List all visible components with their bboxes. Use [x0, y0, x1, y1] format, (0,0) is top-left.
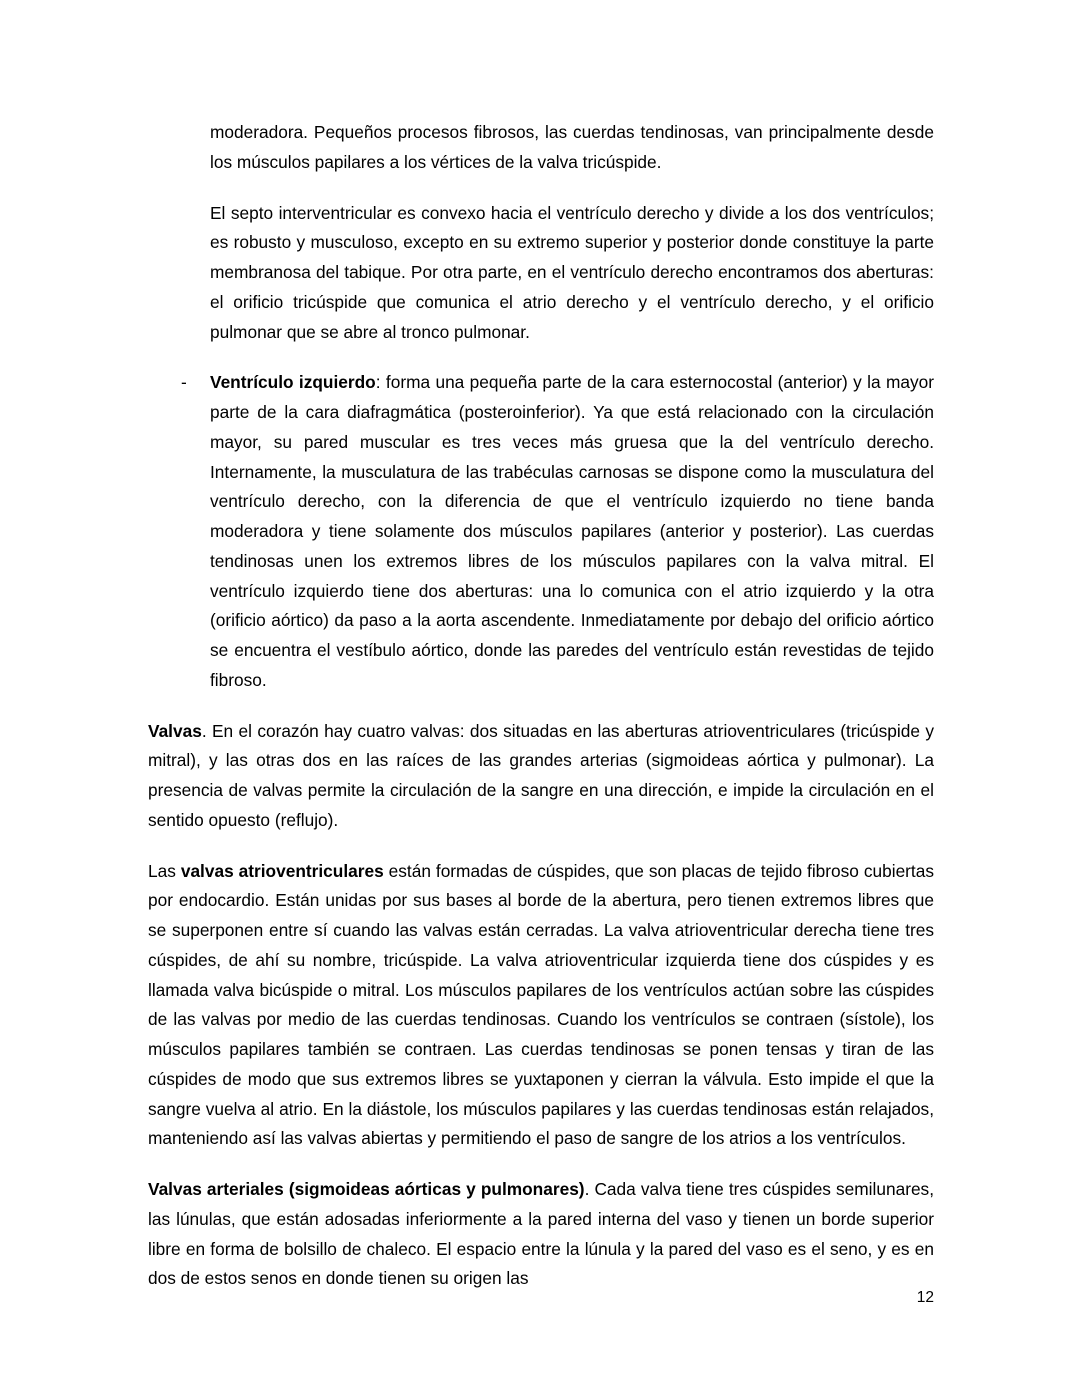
arteriales-lead-term: Valvas arteriales (sigmoideas aórticas y pulmonares) — [148, 1179, 585, 1199]
bullet-marker: - — [181, 372, 187, 393]
atrioventriculares-prefix: Las — [148, 860, 181, 881]
page-number: 12 — [916, 1289, 934, 1306]
bullet-lead-term: Ventrículo izquierdo — [210, 372, 376, 393]
paragraph-valvas-arteriales — [148, 1175, 934, 1294]
arteriales-body-text: . Cada valva tiene tres cúspides semilunares, las lúnulas, que están adosadas inferiormente a la pared interna del vaso y tienen un borde superior libre en forma de bolsillo de chaleco. El espacio entre la lúnula y la pared del vaso es el seno, y es en dos de estos senos en donde tienen su origen las — [148, 1179, 935, 1289]
bullet-ventriculo-izquierdo — [181, 368, 935, 695]
page-content — [148, 118, 934, 1315]
bullet-body-text: : forma una pequeña parte de la cara esternocostal (anterior) y la mayor parte de la cara diafragmática (posteroinferior). Ya que está relacionado con la circulación mayor, su pared muscular es tres veces más gruesa que la del ventrículo derecho. Internamente, la musculatura de las trabéculas carnosas se dispone como la musculatura del ventrículo derecho, con la diferencia de que el ventrículo izquierdo no tiene banda moderadora y tiene solamente dos músculos papilares (anterior y posterior). Las cuerdas tendinosas unen los extremos libres de los músculos papilares con la valva mitral. El ventrículo izquierdo tiene dos aberturas: una lo comunica con el atrio izquierdo y la otra (orificio aórtico) da paso a la aorta ascendente. Inmediatamente por debajo del orificio aórtico se encuentra el vestíbulo aórtico, donde las paredes del ventrículo están revestidas de tejido fibroso. — [210, 372, 935, 690]
atrioventriculares-body-text: están formadas de cúspides, que son placas de tejido fibroso cubiertas por endocardio. Están unidas por sus bases al borde de la abertura, pero tienen extremos libres que se superponen entre sí cuando las valvas están cerradas. La valva atrioventricular derecha tiene tres cúspides, de ahí su nombre, tricúspide. La valva atrioventricular izquierda tiene dos cúspides y es llamada valva bicúspide o mitral. Los músculos papilares de los ventrículos actúan sobre las cúspides de las valvas por medio de las cuerdas tendinosas. Cuando los ventrículos se contraen (sístole), los músculos papilares también se contraen. Las cuerdas tendinosas se ponen tensas y tiran de las cúspides de modo que sus extremos libres se yuxtaponen y cierran la válvula. Esto impide el que la sangre vuelva al atrio. En la diástole, los músculos papilares y las cuerdas tendinosas están relajados, manteniendo así las valvas abiertas y permitiendo el paso de sangre de los atrios a los ventrículos. — [148, 860, 934, 1149]
bullet-text — [210, 368, 934, 695]
atrioventriculares-lead-term: valvas atrioventriculares — [180, 860, 384, 881]
paragraph-valvas-atrioventriculares — [148, 857, 934, 1155]
valvas-body-text: . En el corazón hay cuatro valvas: dos situadas en las aberturas atrioventriculares (tricúspide y mitral), y las otras dos en las raíces de las grandes arterias (sigmoideas aórtica y pulmonar). La presencia de valvas permite la circulación de la sangre en una dirección, e impide la circulación en el sentido opuesto (reflujo). — [148, 720, 934, 830]
valvas-lead-term: Valvas — [148, 720, 202, 741]
paragraph-septo-interventricular: El septo interventricular es convexo hacia el ventrículo derecho y divide a los dos ventrículos; es robusto y musculoso, excepto en su extremo superior y posterior donde constituye la parte membranosa del tabique. Por otra parte, en el ventrículo derecho encontramos dos aberturas: el orificio tricúspide que comunica el atrio derecho y el ventrículo derecho, y el orificio pulmonar que se abre al tronco pulmonar. — [210, 202, 934, 342]
paragraph-moderadora: moderadora. Pequeños procesos fibrosos, las cuerdas tendinosas, van principalmente desde los músculos papilares a los vértices de la valva tricúspide. — [210, 122, 934, 172]
paragraph-valvas — [148, 717, 934, 836]
